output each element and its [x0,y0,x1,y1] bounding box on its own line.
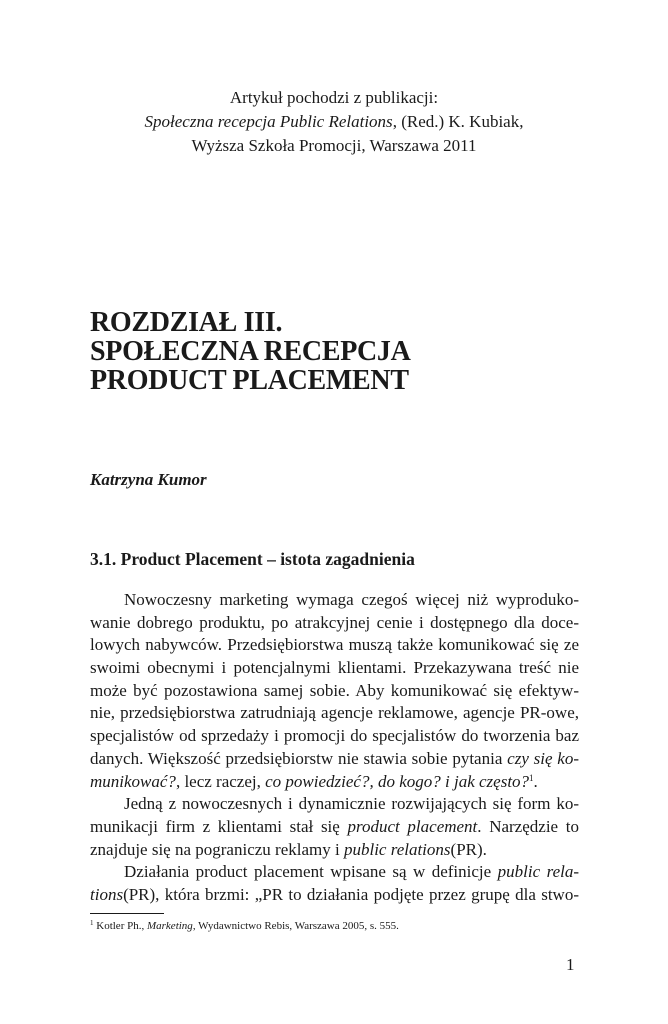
footnote-text: , Wydawnictwo Rebis, Warszawa 2005, s. 555. [192,920,399,932]
text-line: Jedną z nowoczesnych i dynamicznie rozwijających się form ko- [124,794,579,814]
italic-run: co powiedzieć?, do kogo? i jak często? [265,771,530,791]
chapter-title-line-3: PRODUCT PLACEMENT [90,365,409,396]
text-line [90,771,579,794]
publication-note-line-3: Wyższa Szkoła Promocji, Warszawa 2011 [191,136,477,155]
author-name: Katrzyna Kumor [90,470,207,489]
text-line [90,816,579,839]
text-run: (PR), która brzmi: „PR to działania podjęte przez grupę dla stwo- [123,884,579,904]
chapter-title [90,308,411,395]
text-line [90,748,579,771]
section-heading: 3.1. Product Placement – istota zagadnienia [90,549,415,569]
chapter-title-line-2: SPOŁECZNA RECEPCJA [90,336,411,367]
footnote-marker: 1 [90,919,94,927]
text-run: , lecz raczej, [175,771,266,791]
body-text [90,589,579,907]
page-number: 1 [566,955,575,974]
text-run: znajduje się na pograniczu reklamy i [90,839,344,859]
italic-run: tions [90,884,124,904]
footnote-divider [90,913,164,914]
publication-note [0,86,668,158]
chapter-title-line-1: ROZDZIAŁ III. [90,307,283,338]
publication-title: Społeczna recepcja Public Relations [144,112,393,131]
text-line: nie, przedsiębiorstwa zatrudniają agencje reklamowe, agencje PR-owe, [90,703,579,723]
italic-run: product placement [347,816,478,836]
text-line: lowych nabywców. Przedsiębiorstwa muszą także komunikować się ze [90,635,579,655]
text-line: swoimi obecnymi i potencjalnymi klientami. Przekazywana treść nie [90,658,579,678]
footnote-title: Marketing [146,920,193,932]
text-run: (PR). [450,839,487,859]
italic-run: munikować? [90,771,176,791]
text-run: munikacji firm z klientami stał się [90,816,348,836]
text-line [90,884,579,907]
italic-run: public relations [343,839,451,859]
publication-note-line-2 [0,110,668,134]
text-line: specjalistów od sprzedaży i promocji do specjalistów do tworzenia baz [90,726,579,746]
publication-editor: , (Red.) K. Kubiak, [392,112,524,131]
text-line: Nowoczesny marketing wymaga czegoś więcej niż wyproduko- [124,590,579,609]
text-line: wanie dobrego produktu, po atrakcyjnej cenie i dostępnego dla doce- [90,612,579,632]
text-line: może być pozostawiona samej sobie. Aby komunikować się efektyw- [90,680,579,700]
footnote [90,919,399,932]
text-line [90,861,579,884]
text-run: Działania product placement wpisane są w definicje [124,862,498,882]
footnote-text: Kotler Ph., [93,920,147,932]
publication-note-line-1: Artykuł pochodzi z publikacji: [229,88,439,107]
italic-run: public rela- [497,862,579,882]
text-run: . Narzędzie to [477,816,579,836]
text-run: . [533,771,538,791]
footnote-reference[interactable]: 1 [529,772,534,783]
text-run: danych. Większość przedsiębiorstw nie stawia sobie pytania [90,748,508,768]
italic-run: czy się ko- [507,748,579,768]
text-line [90,839,579,862]
